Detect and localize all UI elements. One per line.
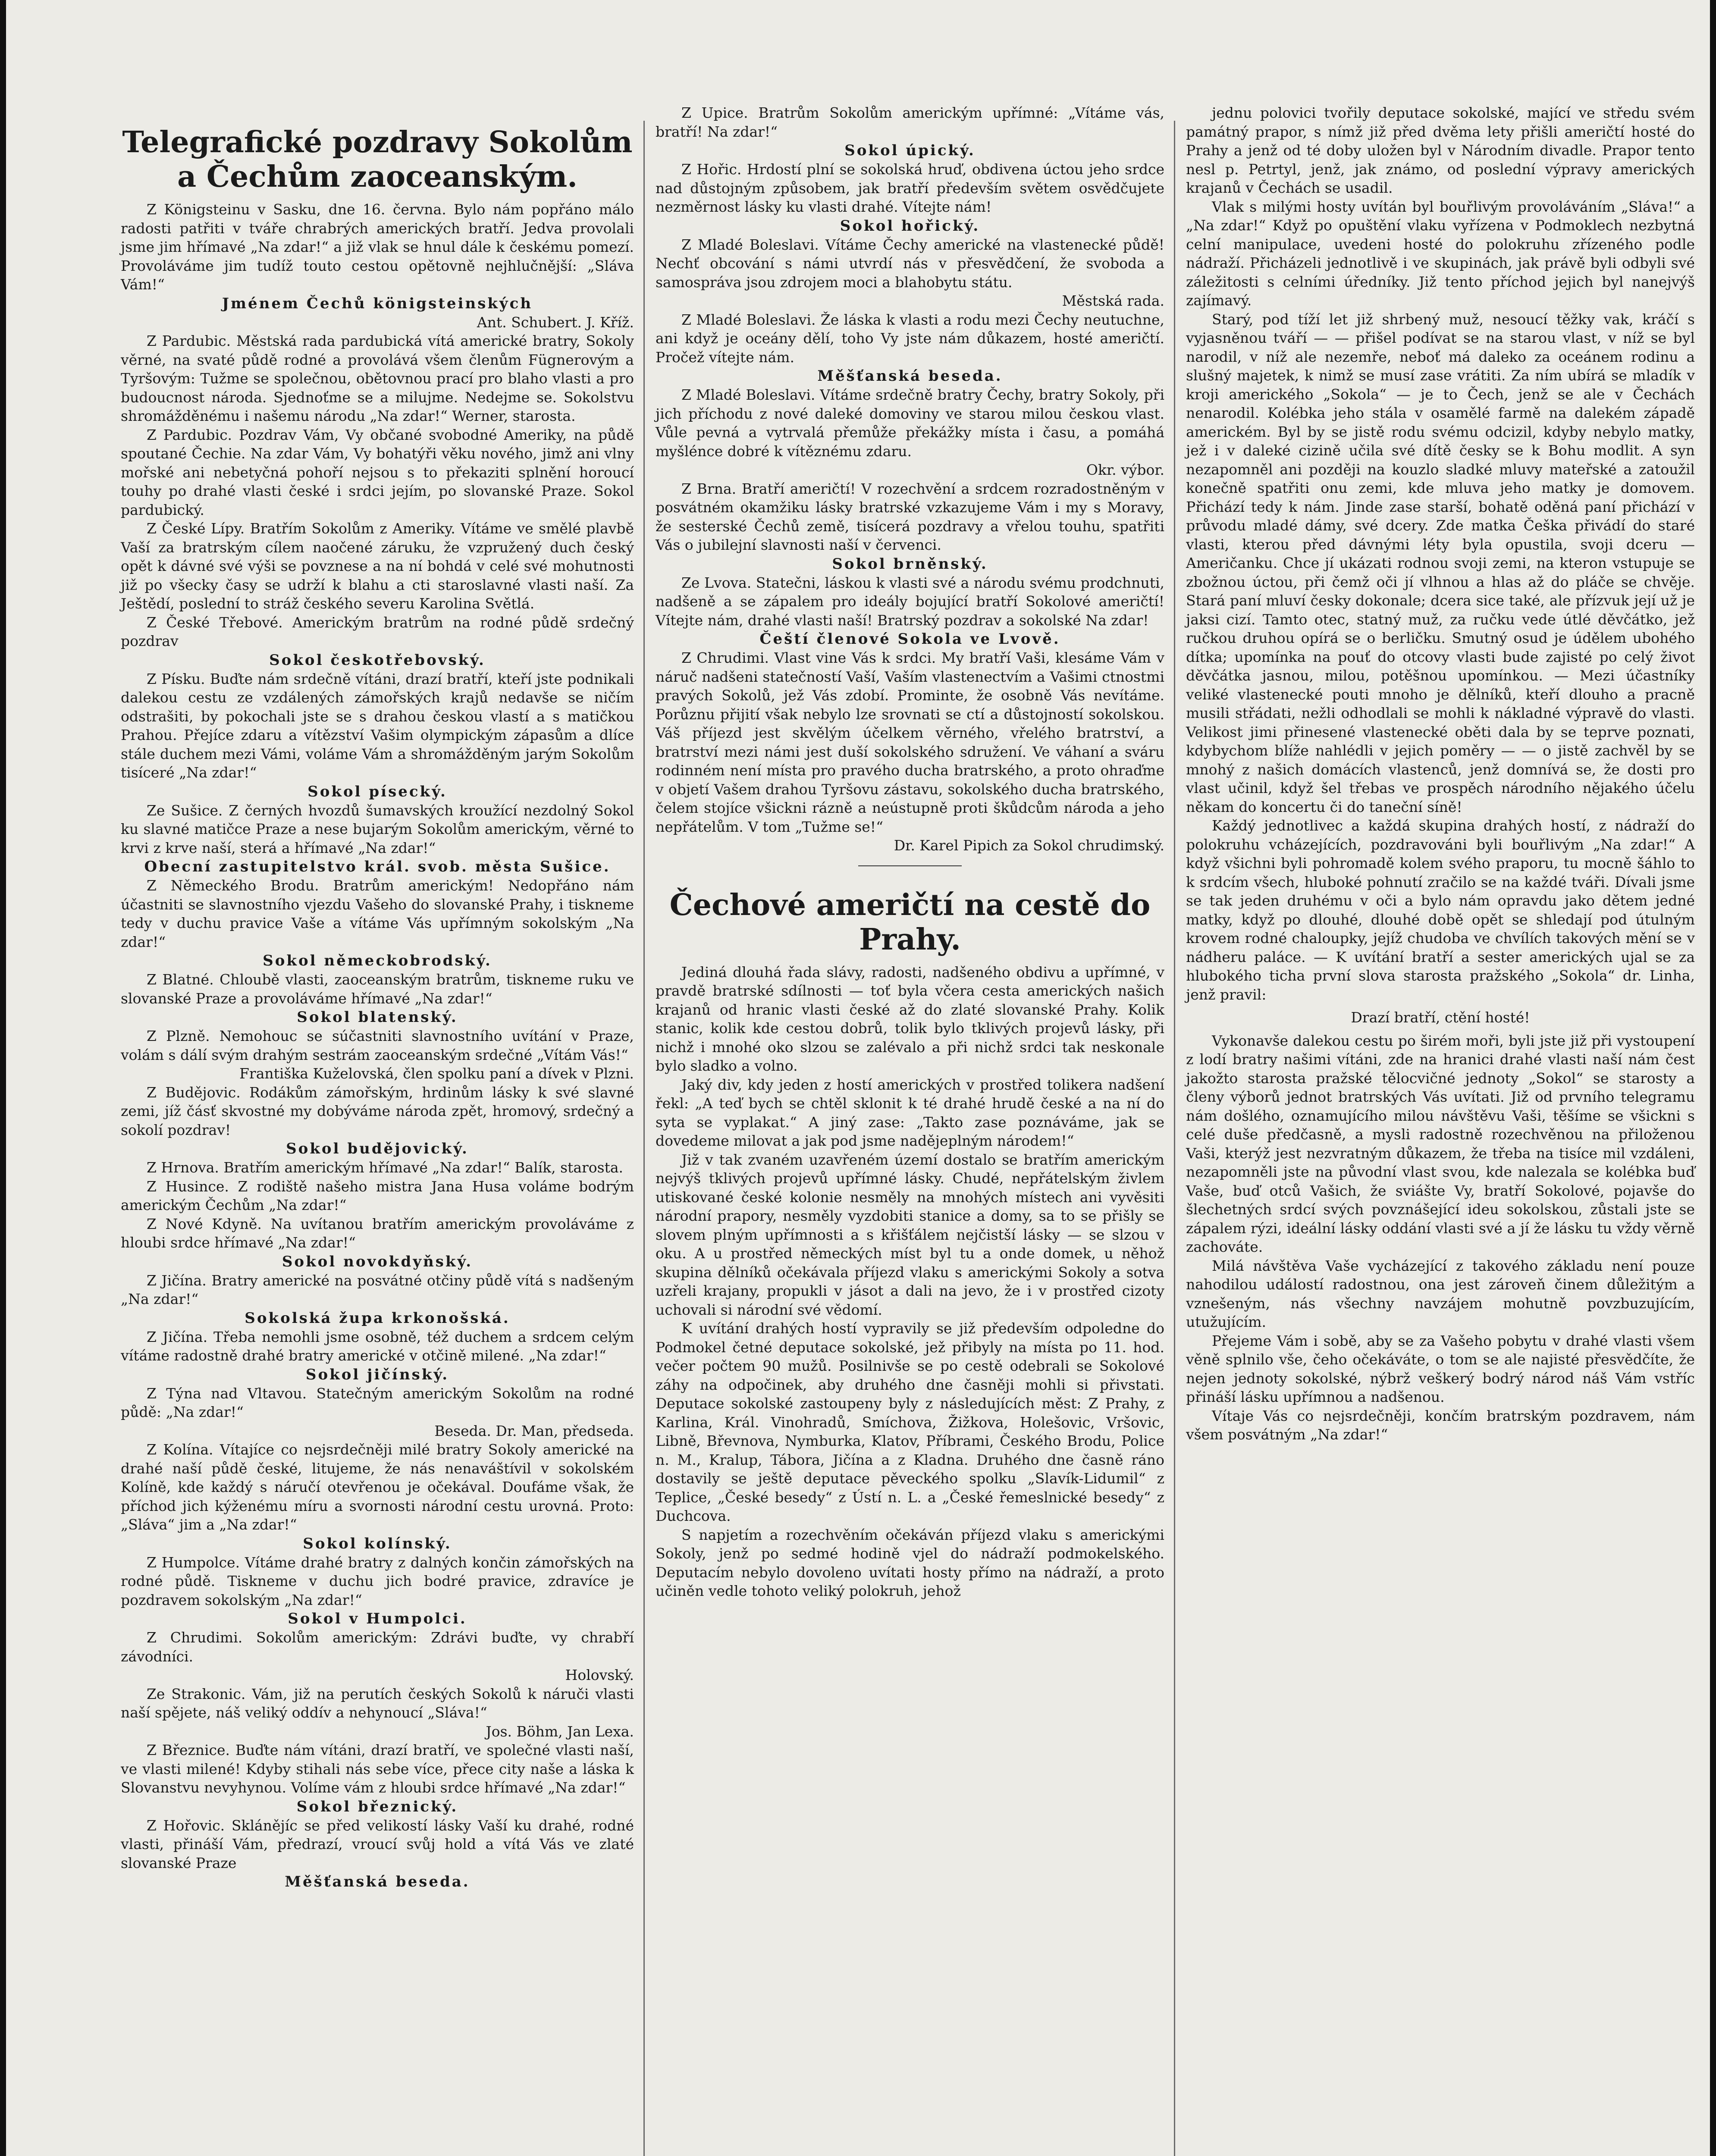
telegram-text: Z Nové Kdyně. Na uvítanou bratřím americkým provoláváme z hloubi srdce hřímavé „Na zdar!“ — [121, 1215, 634, 1251]
telegram-signature: Okr. výbor. — [1086, 461, 1164, 478]
article-paragraph: Jediná dlouhá řada slávy, radosti, nadšeného obdivu a upřímné, v pravdě bratrské sdílnosti — toť byla včera cesta amerických našich krajanů od hranic vlasti české až do zlaté slovanské Prahy. Kolik stanic, kolik kde cestou dobrů, tolik bylo tklivých projevů lásky, při nichž i mnohé oko slzou se zalévalo a při nichž srdci tak neskonale bylo sladko a volno. — [656, 963, 1164, 1074]
article-paragraph: S napjetím a rozechvěním očekáván příjezd vlaku s americkými Sokoly, jenž po sedmé hodině vjel do nádraží podmokelského. Deputacím nebylo dovoleno uvítati hosty přímo na nádraží, a proto učiněn vedle tohoto veliký polokruh, jehož — [656, 1526, 1164, 1599]
telegram-text: Z Písku. Buďte nám srdečně vítáni, drazí bratří, kteří jste podnikali dalekou cestu ze vzdálených zámořských krajů nedavše se ničím odstrašiti, by pokochali jste se s drahou českou vlastí a s matičkou Prahou. Přejíce zdaru a vítězství Vašim olympickým zápasům a dlíce stále duchem mezi Vámi, voláme Vám a shromážděným jarým Sokolům tisíceré „Na zdar!“ — [121, 670, 634, 781]
telegram-text: Ze Lvova. Statečni, láskou k vlasti své a národu svému prodchnuti, nadšeně a se zápalem pro ideály bojující bratří Sokolové američtí! Vítejte nám, drahé vlasti naší! Bratrský pozdrav a sokolské Na zdar! — [656, 574, 1164, 629]
telegram-signature: Sokol blatenský. — [297, 1009, 458, 1026]
column-3 — [1186, 103, 1695, 1444]
column-2 — [656, 103, 1164, 1601]
telegram-signature: Sokolská župa krkonošská. — [245, 1309, 510, 1327]
speech-paragraph: Milá návštěva Vaše vycházející z takového základu není pouze nahodilou událostí radostnou, ona jest zároveň činem důležitým a vznešeným, nás všechny navzájem mohutně povzbuzujícím, utužujícím. — [1186, 1257, 1695, 1330]
left-page-edge — [0, 0, 6, 2156]
telegram-text: Z Budějovic. Rodákům zámořským, hrdinům lásky k své slavné zemi, jíž čásť skvostné my dobýváme národa zpět, hromový, srdečný a sokolí pozdrav! — [121, 1084, 634, 1138]
telegram-text: Z Březnice. Buďte nám vítáni, drazí bratří, ve společné vlasti naší, ve vlasti milené! Kdyby stihali nás sebe více, přece city naše a láska k Slovanstvu nevyhynou. Volíme vám z hloubi srdce hřímavé „Na zdar!“ — [121, 1742, 634, 1796]
newspaper-page — [65, 103, 1695, 2156]
column-1 — [121, 103, 634, 1891]
article-headline: Čechové američtí na cestě do Prahy. — [669, 887, 1151, 957]
telegram-signature: Měšťanská beseda. — [285, 1873, 470, 1890]
telegram-text: Z Jičína. Bratry americké na posvátné otčiny půdě vítá s nadšeným „Na zdar!“ — [121, 1272, 634, 1307]
telegram-signature: Obecní zastupitelstvo král. svob. města Sušice. — [144, 858, 611, 875]
telegram-text: Z České Lípy. Bratřím Sokolům z Ameriky. Vítáme ve smělé plavbě Vaší za bratrským cílem naočené záruku, že vzpružený duch český opět k dávné své výši se povznese a na ní bohdá v celé své mohutnosti již po všecky časy se udrží k blahu a cti staroslavné vlasti naší. Za Ještědí, poslední to stráž českého severu Karolina Světlá. — [121, 520, 634, 612]
telegram-signature: Sokol kolínský. — [303, 1535, 452, 1552]
telegram-signature: Čeští členové Sokola ve Lvově. — [759, 630, 1060, 648]
column-rule-1 — [643, 121, 645, 2156]
article-continuation — [1186, 103, 1695, 1004]
telegram-text: Z Blatné. Chloubě vlasti, zaoceanským bratrům, tiskneme ruku ve slovanské Praze a provoláváme hřímavé „Na zdar!“ — [121, 971, 634, 1007]
telegram-signature: Sokol německobrodský. — [263, 952, 492, 969]
article-paragraph: K uvítání drahých hostí vypravily se již především odpoledne do Podmokel četné deputace sokolské, jež přibyly na místa po 11. hod. večer počtem 90 mužů. Posilnivše se po cestě odebrali se Sokolové záhy na odpočinek, aby druhého dne časněji mohli si přivstati. Deputace sokolské zastoupeny byly z následujících měst: Z Prahy, z Karlina, Král. Vinohradů, Smíchova, Žižkova, Holešovic, Vršovic, Libně, Břevnova, Nymburka, Klatov, Příbrami, Českého Brodu, Police n. M., Kralup, Tábora, Jičína a z Kladna. Druhého dne časně ráno dostavily se ještě deputace pěveckého spolku „Slavík-Lidumil“ z Teplice, „České besedy“ z Ústí n. L. a „České řemeslnické besedy“ z Duchcova. — [656, 1320, 1164, 1524]
telegram-text: Z Mladé Boleslavi. Vítáme srdečně bratry Čechy, bratry Sokoly, při jich příchodu z nové daleké domoviny ve starou milou českou vlast. Vůle pevná a vytrvalá přemůže překážky místa i času, a pomáhá myšlénce dobré k vítěznému zdaru. — [656, 386, 1164, 460]
telegram-text: Z Mladé Boleslavi. Vítáme Čechy americké na vlastenecké půdě! Nechť obcování s námi utvrdí nás v přesvědčení, že svoboda a samospráva jsou zdrojem moci a blahobytu státu. — [656, 236, 1164, 291]
telegram-text: Z Mladé Boleslavi. Že láska k vlasti a rodu mezi Čechy neutuchne, ani když je oceány dělí, toho Vy jste nám důkazem, hosté američtí. Pročež vítejte nám. — [656, 311, 1164, 366]
telegram-text: Z Chrudimi. Sokolům americkým: Zdrávi buďte, vy chrabří závodníci. — [121, 1629, 634, 1665]
telegram-text: Z Upice. Bratrům Sokolům americkým upřímné: „Vítáme vás, bratří! Na zdar!“ — [656, 104, 1164, 140]
telegram-text: Z Pardubic. Městská rada pardubická vítá americké bratry, Sokoly věrné, na svaté půdě rodné a provolává všem členům Fügnerovým a Tyršovým: Tužme se společnou, obětovnou prací pro blaho vlasti a pro budoucnost národa. Sjednoťme se a milujme. Nedejme se. Sokolstvu shromážděnému i našemu národu „Na zdar!“ Werner, starosta. — [121, 332, 634, 424]
telegram-text: Z Hořovic. Sklánějíc se před velikostí lásky Vaší ku drahé, rodné vlasti, přináší Vám, předrazí, vroucí svůj hold a vítá Vás ve zlaté slovanské Praze — [121, 1817, 634, 1871]
article-paragraph: Jaký div, kdy jeden z hostí amerických v prostřed tolikera nadšení řekl: „A teď bych se chtěl sklonit k té drahé hrudě české a na ní do syta se vyplakat.“ A jiný zase: „Takto zase poznáváme, jak se dovedeme milovat a jak pod jsme nadějeplným národem!“ — [656, 1076, 1164, 1149]
telegram-signature: Sokol v Humpolci. — [288, 1610, 467, 1627]
speech-salutation: Drazí bratří, ctění hosté! — [1351, 1009, 1530, 1026]
telegram-signature: Sokol úpický. — [844, 142, 976, 159]
article-separator — [858, 865, 962, 866]
telegram-signature: Ant. Schubert. J. Kříž. — [477, 313, 634, 331]
telegram-signature: Jménem Čechů königsteinských — [222, 295, 533, 312]
article-paragraph: jednu polovici tvořily deputace sokolské, mající ve středu svém památný prapor, s nímž již před dvěma lety přišli američtí hosté do Prahy a jenž od té doby uložen byl v Národním divadle. Prapor tento nesl p. Petrtyl, jenž, jak známo, od poslední výpravy amerických krajanů v Čechách se usadil. — [1186, 104, 1695, 196]
telegram-text: Z Německého Brodu. Bratrům americkým! Nedopřáno nám účastniti se slavnostního vjezdu Vašeho do slovanské Prahy, i tiskneme tedy v duchu pravice Vaše a vítáme Vás upřímným sokolským „Na zdar!“ — [121, 877, 634, 950]
article-paragraph: Starý, pod tíží let již shrbený muž, nesoucí těžky vak, kráčí s vyjasněnou tváří — — přišel podívat se na starou vlast, v níž se byl narodil, v níž ale nezemře, neboť má daleko za oceánem rodinu a slušný majetek, k nimž se musí zase vrátiti. Za ním ubírá se mladík v kroji amerického „Sokola“ — je to Čech, jenž se ale v Čechách nenarodil. Kolébka jeho stála v osamělé farmě na dalekém západě americkém. Byl by se jistě rodu svému odcizil, kdyby nebylo matky, jež i v daleké cizině učila své dítě česky se k Bohu modlit. A syn nezapomněl ani později na kouzlo sladké mluvy mateřské a zatoužil konečně spatřiti onu zemi, kde mluva jeho matky je domovem. Přichází tedy k nám. Jinde zase starší, bohatě oděná paní přichází v průvodu mladé dámy, své dcery. Zde matka Češka přivádí do staré vlasti, kterou před dávnými léty byla opustila, svoji dceru — Američanku. Chce jí ukázati rodnou svoji zemi, na kteron vstupuje se zbožnou úctou, při čemž oči jí vlhnou a hlas až do pláče se chvěje. Stará paní mluví česky dokonale; dcera sice také, ale přízvuk její už je jaksi cizí. Tamto otec, statný muž, za ručku vede útlé děvčátko, jež ručkou druhou opírá se o berličku. Smutný osud je údělem ubohého dítka; upomínka na pouť do otcovy vlasti bude zajisté po celý život děvčátka jasnou, milou, potěšnou upomínkou. — Mezi účastníky veliké vlastenecké pouti mnoho je dělníků, kteří dlouho a pracně musili střádati, nežli odhodlali se mohli k nákladné výpravě do vlasti. Velikost jimi přinesené vlastenecké oběti dala by se teprve poznati, kdybychom blíže nahlédli v jejich poměry — — o jistě zachvěl by se mnohý z našich domácích vlastenců, jenž domnívá se, že dosti pro vlast učinil, když šel třebas ve prospěch národního nějakého účelu někam do koncertu či do taneční síně! — [1186, 310, 1695, 815]
telegram-text: Z Jičína. Třeba nemohli jsme osobně, též duchem a srdcem celým vítáme radostně drahé bratry americké v otčině milené. „Na zdar!“ — [121, 1328, 634, 1364]
telegram-signature: Sokol jičínský. — [305, 1366, 449, 1383]
telegram-text: Z Königsteinu v Sasku, dne 16. června. Bylo nám popřáno málo radosti patřiti v tváře chrabrých amerických bratří. Jedva provolali jsme jim hřímavé „Na zdar!“ a již vlak se hnul dále k českému pomezí. Provoláváme jim tudíž touto cestou opětovně nejhlučnější: „Sláva Vám!“ — [121, 201, 634, 293]
telegram-text: Ze Sušice. Z černých hvozdů šumavských kroužící nezdolný Sokol ku slavné matičce Praze a nese bujarým Sokolům americkým, věrné to krvi z krve naší, sterá a hřímavé „Na zdar!“ — [121, 802, 634, 856]
speech-body — [1186, 1031, 1695, 1444]
article-paragraph: Již v tak zvaném uzavřeném území dostalo se bratřím americkým nejvýš tklivých projevů upřímné lásky. Chudé, nepřátelským živlem utiskované české kolonie nesměly na mnohých místech ani vyvěsiti národní prapory, nesměly vyzdobiti stanice a domy, sa to se přišly se slovem plným upřímnosti a s křišťálem nejčistší lásky — se slzou v oku. A u prostřed německých míst byl tu a onde domek, u něhož skupina dělníků očekávala příjezd vlaku s americkými Sokoly a sotva uzřeli krajany, propukli v jásot a dali na jevo, že i v prostřed cizoty uchovali si národní své vědomí. — [656, 1151, 1164, 1318]
telegram-signature: Jos. Böhm, Jan Lexa. — [486, 1723, 634, 1740]
speech-paragraph: Vykonavše dalekou cestu po širém moři, byli jste již při vystoupení z lodí bratry našimi vítáni, zde na hranici drahé vlasti naší nám čest jakožto starosta pražské tělocvičné jednoty „Sokol“ se starosty a členy výborů jednot bratrských Vás uvítati. Již od prvního telegramu nám došlého, oznamujícího milou návštěvu Vaši, těšíme se všickni s celé duše předčasně, a mysli radostně rozechvěnou na přiloženou Vaši, kterýž jest nezvratným důkazem, že třeba na tisíce mil vzdáleni, nezapomněli jste na původní vlast svou, kde nalezala se kolébka buď Vaše, buď otců Vašich, že sviášte Vy, bratří Sokolové, pojavše do šlechetných srdcí svých povznášející ideu sokolskou, zůstali jste se zápalem rýzi, ideální lásky oddání vlasti své a jí že lásku tu vždy věrně zachováte. — [1186, 1032, 1695, 1255]
column-rule-2 — [1174, 121, 1175, 2156]
telegram-signature: Městská rada. — [1062, 292, 1164, 309]
telegram-text: Z Humpolce. Vítáme drahé bratry z dalných končin zámořských na rodné půdě. Tiskneme v duchu jich bodré pravice, zdravíce je pozdravem sokolským „Na zdar!“ — [121, 1554, 634, 1608]
telegram-text: Z Pardubic. Pozdrav Vám, Vy občané svobodné Ameriky, na půdě spoutané Čechie. Na zdar Vám, Vy bohatýři věku nového, jimž ani vlny mořské ani nebetyčná pohoří nejsou s to překaziti splnění horoucí touhy po drahé vlasti české i srdci jejím, po slovanské Praze. Sokol pardubický. — [121, 426, 634, 518]
telegram-text: Z Brna. Bratří američtí! V rozechvění a srdcem rozradostněným v posvátném okamžiku lásky bratrské vzkazujeme Vám i my s Moravy, že sesterské Čechů země, tisícerá pozdravy a vřelou touhu, spatřiti Vás o jubilejní slavnosti naší v červenci. — [656, 480, 1164, 553]
telegram-text: Z Týna nad Vltavou. Statečným americkým Sokolům na rodné půdě: „Na zdar!“ — [121, 1385, 634, 1420]
telegram-text: Z Husince. Z rodiště našeho mistra Jana Husa voláme bodrým americkým Čechům „Na zdar!“ — [121, 1178, 634, 1213]
telegram-signature: Sokol budějovický. — [286, 1140, 469, 1157]
telegram-signature: Sokol českotřebovský. — [269, 651, 486, 669]
telegram-text: Z Chrudimi. Vlast vine Vás k srdci. My bratří Vaši, klesáme Vám v náruč nadšeni statečností Vaší, Vaším vlastenectvím a Vašimi ctnostmi pravých Sokolů, jež Vás zdobí. Prominte, že osobně Vás nevítáme. Porůznu přijití však nebylo lze srovnati se ctí a důstojností sokolskou. Váš příjezd jest skvělým účelkem věrného, vřelého bratrství, a bratrství mezi námi jest duší sokolského sdružení. Ve váhaní a sváru rodinném není místa pro pravého ducha bratrského, a proto ohraďme v objetí Vašem drahou Tyršovu zástavu, sokolského ducha bratrského, čelem stojíce všickni rázně a neústupně proti škůdcům národa a jeho nepřátelům. V tom „Tužme se!“ — [656, 649, 1164, 835]
telegram-signature: Sokol hořický. — [840, 217, 980, 235]
telegram-signature: Sokol novokdyňský. — [282, 1253, 473, 1270]
telegram-signature: Dr. Karel Pipich za Sokol chrudimský. — [894, 837, 1164, 854]
article-body — [656, 963, 1164, 1601]
article-paragraph: Každý jednotlivec a každá skupina drahých hostí, z nádraží do polokruhu vcházejících, pozdravováni byli bouřlivým „Na zdar!“ A když všichni byli pohromadě kolem svého praporu, tu mocně šáhlo to k srdcím všech, hluboké pohnutí zračilo se na každé tváři. Dívali jsme se tak jeden druhému v oči a bylo nám opravdu jako dětem jedné matky, když po dlouhé, dlouhé době opět se shledají pod útulným krovem rodné chaloupky, jejíž chudoba ve chvílích takových mění se v nádheru paláce. — K uvítání bratří a sester amerických ujal se za hlubokého ticha první slova starosta pražského „Sokola“ dr. Linha, jenž pravil: — [1186, 817, 1695, 1003]
telegram-text: Z Plzně. Nemohouc se súčastniti slavnostního uvítání v Praze, volám s dálí svým drahým sestrám zaoceanským srdečné „Vítám Vás!“ — [121, 1028, 634, 1063]
telegram-signature: Sokol brněnský. — [832, 555, 988, 573]
telegram-signature: Holovský. — [565, 1667, 634, 1683]
telegram-text: Z Hrnova. Bratřím americkým hřímavé „Na zdar!“ Balík, starosta. — [147, 1159, 624, 1176]
telegram-text: Z Kolína. Vítajíce co nejsrdečněji milé bratry Sokoly americké na drahé naší půdě české, litujeme, že nás nenaváštívil v sokolském Kolíně, kde každý s náručí otevřenou je očekával. Doufáme však, že příchod jich kýženému míru a svornosti národní cestu urovná. Proto: „Sláva“ jim a „Na zdar!“ — [121, 1441, 634, 1533]
right-page-edge — [1710, 0, 1716, 2156]
telegram-headline: Telegrafické pozdravy Sokolům a Čechům zaoceanským. — [122, 125, 633, 194]
telegram-signature: Sokol písecký. — [307, 783, 447, 800]
telegram-signature: Měšťanská beseda. — [817, 367, 1003, 385]
speech-paragraph: Vítaje Vás co nejsrdečněji, končím bratrským pozdravem, nám všem posvátným „Na zdar!“ — [1186, 1407, 1695, 1443]
telegram-signature: Beseda. Dr. Man, předseda. — [434, 1422, 634, 1439]
telegram-text: Z Hořic. Hrdostí plní se sokolská hruď, obdivena úctou jeho srdce nad důstojným způsobem, jak bratří především světem osvědčujete nezměrnost lásky ku vlasti drahé. Vítejte nám! — [656, 161, 1164, 215]
telegram-text: Ze Strakonic. Vám, již na perutích českých Sokolů k náruči vlasti naší spějete, náš veliký oddív a nehynoucí „Sláva!“ — [121, 1685, 634, 1721]
article-paragraph: Vlak s milými hosty uvítán byl bouřlivým provoláváním „Sláva!“ a „Na zdar!“ Když po opuštění vlaku vyřízena v Podmoklech nezbytná celní manipulace, uvedeni hosté do polokruhu zřízeného podle nádraží. Přicházeli jednotlivě i ve skupinách, jak právě byli odbyli své záležitosti s celními úředníky. Již tento příchod jejich byl nanejvýš zajímavý. — [1186, 198, 1695, 309]
telegram-continuation — [656, 103, 1164, 855]
telegram-signature: Sokol březnický. — [296, 1798, 458, 1815]
speech-paragraph: Přejeme Vám i sobě, aby se za Vašeho pobytu v drahé vlasti všem věně splnilo vše, čeho očekáváte, o tom se ale najisté přesvědčíte, že nejen jednoty sokolské, nýbrž veškerý bodrý národ náš Vám vstříc přináší lásku upřímnou a nadšenou. — [1186, 1332, 1695, 1405]
telegram-signature: Františka Kuželovská, člen spolku paní a dívek v Plzni. — [239, 1065, 634, 1082]
telegram-text: Z České Třebové. Americkým bratrům na rodné půdě srdečný pozdrav — [121, 614, 634, 649]
